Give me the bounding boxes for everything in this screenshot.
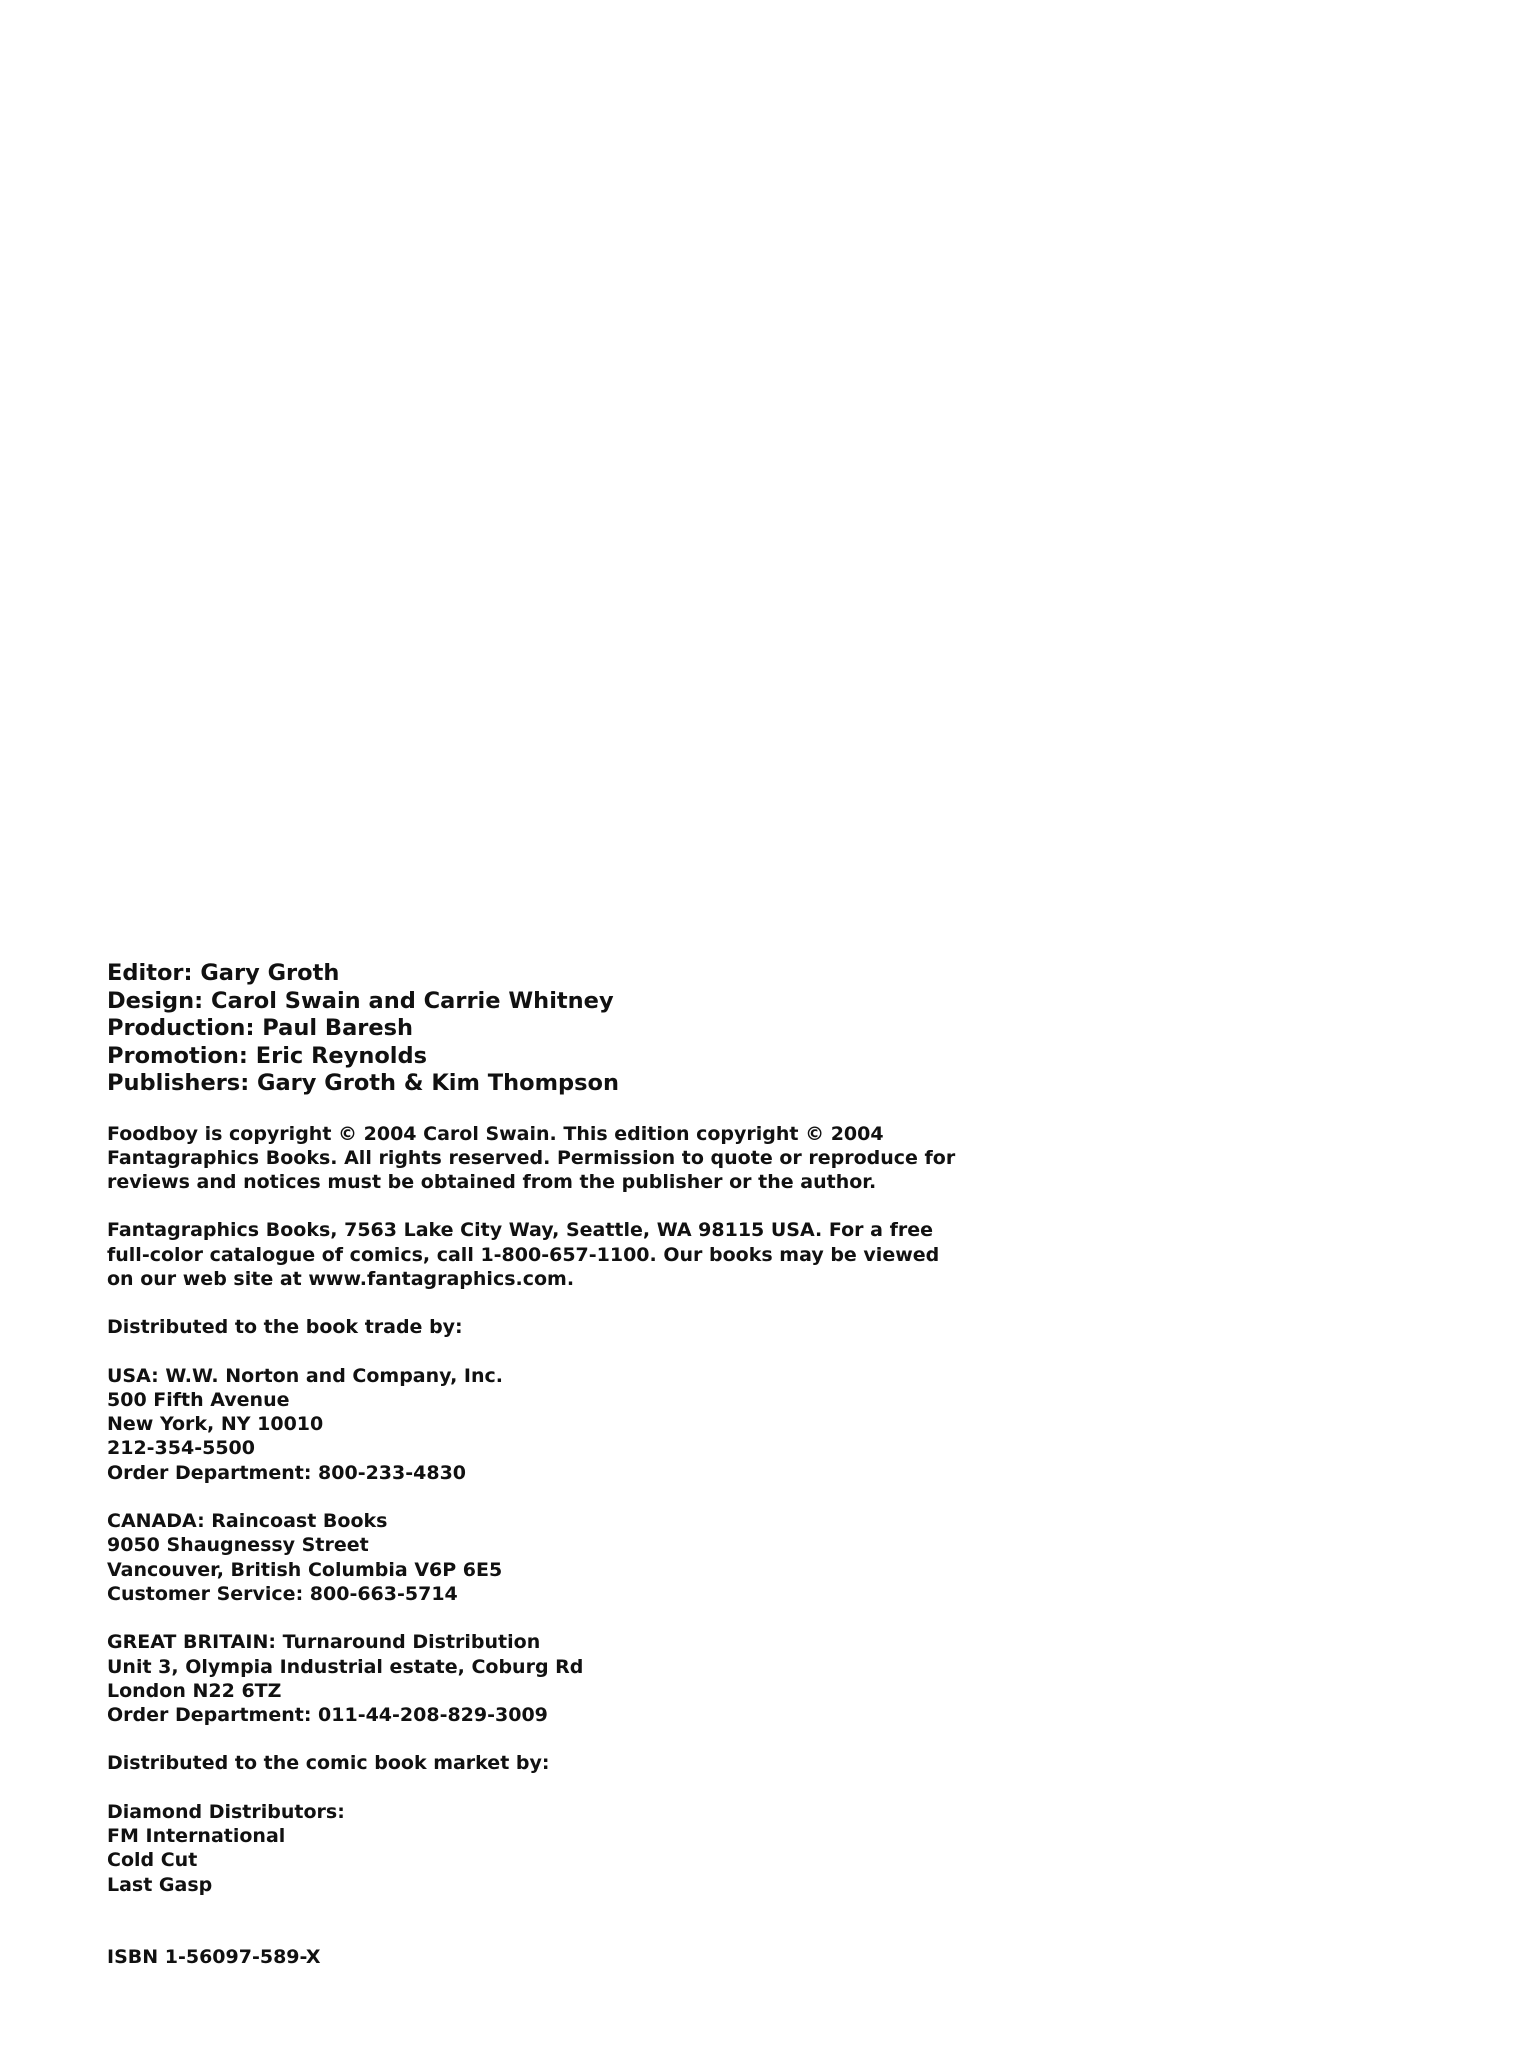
copyright-line: Foodboy is copyright © 2004 Carol Swain. This edition copyright © 2004 (107, 1122, 884, 1145)
spacer (107, 1485, 1007, 1509)
publisher-line: on our web site at www.fantagraphics.com. (107, 1267, 575, 1290)
spacer (107, 1194, 1007, 1218)
publisher-info (107, 1218, 1007, 1291)
isbn (107, 1945, 1007, 1969)
canada-line: 9050 Shaugnessy Street (107, 1534, 369, 1557)
comic-distributor-line: Cold Cut (107, 1849, 198, 1872)
great-britain-distributor (107, 1630, 1007, 1727)
copyright-notice (107, 1122, 1007, 1195)
usa-distributor (107, 1364, 1007, 1485)
usa-line: USA: W.W. Norton and Company, Inc. (107, 1364, 503, 1387)
canada-line: Customer Service: 800-663-5714 (107, 1582, 458, 1605)
credit-editor: Editor: Gary Groth (107, 960, 340, 986)
usa-line: 212-354-5500 (107, 1437, 255, 1460)
usa-line: Order Department: 800-233-4830 (107, 1461, 467, 1484)
canada-distributor (107, 1509, 1007, 1606)
spacer (107, 1727, 1007, 1751)
canada-line: CANADA: Raincoast Books (107, 1510, 388, 1533)
credit-production: Production: Paul Baresh (107, 1015, 414, 1041)
book-trade-heading-text: Distributed to the book trade by: (107, 1316, 463, 1339)
great-britain-line: Order Department: 011-44-208-829-3009 (107, 1704, 548, 1727)
comic-distributor-line: Diamond Distributors: (107, 1800, 345, 1823)
great-britain-line: GREAT BRITAIN: Turnaround Distribution (107, 1631, 541, 1654)
comic-market-heading-text: Distributed to the comic book market by: (107, 1752, 550, 1775)
copyright-page (107, 960, 1007, 1969)
publisher-line: full-color catalogue of comics, call 1-800-657-1100. Our books may be viewed (107, 1243, 940, 1266)
comic-distributor-line: Last Gasp (107, 1873, 213, 1896)
isbn-text: ISBN 1-56097-589-X (107, 1945, 321, 1968)
spacer (107, 1606, 1007, 1630)
spacer (107, 1291, 1007, 1315)
spacer (107, 1897, 1007, 1945)
credit-publishers: Publishers: Gary Groth & Kim Thompson (107, 1070, 620, 1096)
credit-design: Design: Carol Swain and Carrie Whitney (107, 987, 614, 1014)
comic-distributors (107, 1800, 1007, 1897)
staff-credits (107, 960, 1007, 1098)
spacer (107, 1340, 1007, 1364)
book-trade-heading (107, 1315, 1007, 1339)
comic-market-heading (107, 1751, 1007, 1775)
comic-distributor-line: FM International (107, 1825, 286, 1848)
great-britain-line: Unit 3, Olympia Industrial estate, Coburg Rd (107, 1655, 584, 1678)
spacer (107, 1776, 1007, 1800)
copyright-line: reviews and notices must be obtained from the publisher or the author. (107, 1171, 877, 1194)
credit-promotion: Promotion: Eric Reynolds (107, 1042, 428, 1069)
publisher-line: Fantagraphics Books, 7563 Lake City Way, Seattle, WA 98115 USA. For a free (107, 1219, 933, 1242)
spacer (107, 1098, 1007, 1122)
copyright-line: Fantagraphics Books. All rights reserved. Permission to quote or reproduce for (107, 1146, 956, 1169)
usa-line: New York, NY 10010 (107, 1413, 324, 1436)
canada-line: Vancouver, British Columbia V6P 6E5 (107, 1558, 503, 1581)
great-britain-line: London N22 6TZ (107, 1679, 282, 1702)
usa-line: 500 Fifth Avenue (107, 1388, 290, 1411)
